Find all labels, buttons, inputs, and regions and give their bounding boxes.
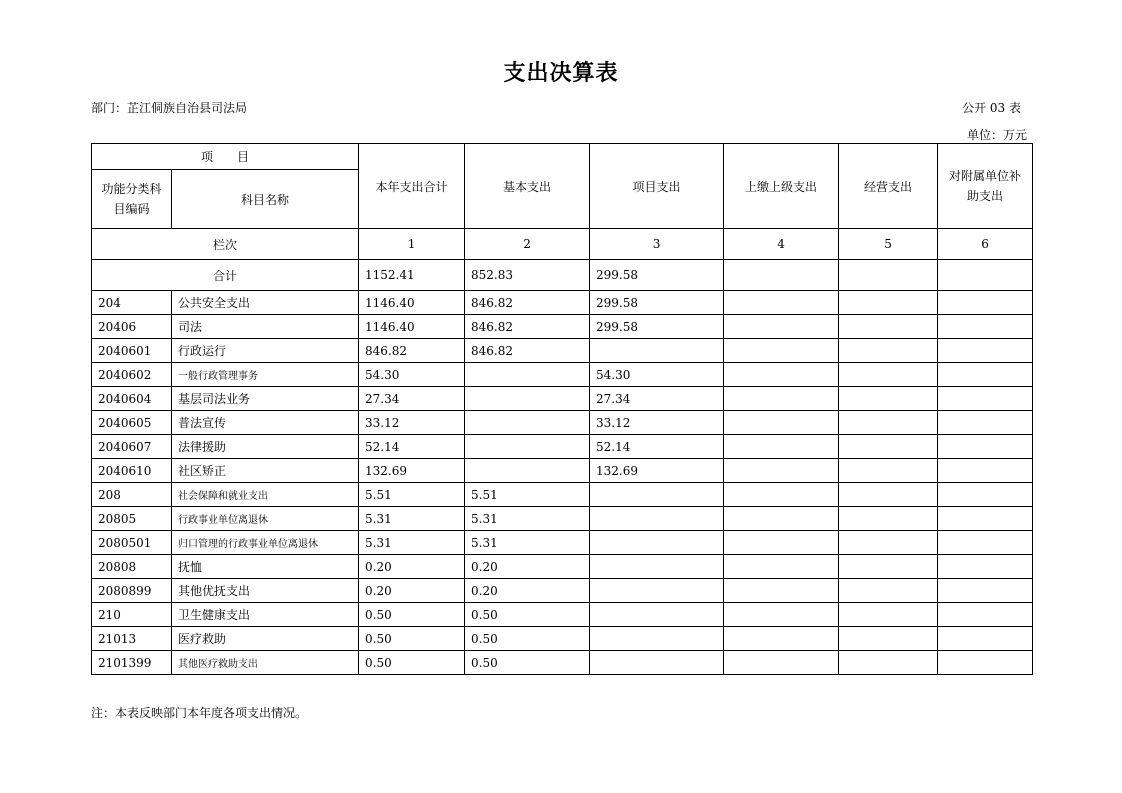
row-code: 2080501 <box>92 531 172 555</box>
row-col6 <box>938 627 1033 651</box>
row-code: 20805 <box>92 507 172 531</box>
row-col6 <box>938 603 1033 627</box>
row-col5 <box>839 459 938 483</box>
total-label: 合计 <box>92 260 359 291</box>
row-col5 <box>839 507 938 531</box>
total-col4 <box>724 260 839 291</box>
expenditure-table <box>91 143 1033 675</box>
row-col1: 0.20 <box>359 555 465 579</box>
header-col2: 基本支出 <box>465 144 590 229</box>
row-subject-name: 行政事业单位离退休 <box>172 507 359 531</box>
table-row <box>92 339 1033 363</box>
row-col1: 54.30 <box>359 363 465 387</box>
row-col1: 33.12 <box>359 411 465 435</box>
row-code: 2040604 <box>92 387 172 411</box>
table-row <box>92 315 1033 339</box>
row-col2: 846.82 <box>465 315 590 339</box>
row-col6 <box>938 579 1033 603</box>
row-col1: 0.50 <box>359 627 465 651</box>
row-col1: 52.14 <box>359 435 465 459</box>
column-index-label: 栏次 <box>92 229 359 260</box>
row-subject-name: 公共安全支出 <box>172 291 359 315</box>
row-col3: 27.34 <box>590 387 724 411</box>
row-subject-name: 医疗救助 <box>172 627 359 651</box>
row-col6 <box>938 315 1033 339</box>
header-col6: 对附属单位补助支出 <box>938 144 1033 229</box>
total-col3: 299.58 <box>590 260 724 291</box>
table-row <box>92 387 1033 411</box>
row-col3 <box>590 483 724 507</box>
table-row <box>92 483 1033 507</box>
total-col6 <box>938 260 1033 291</box>
row-col4 <box>724 459 839 483</box>
row-col5 <box>839 531 938 555</box>
row-col5 <box>839 651 938 675</box>
table-row <box>92 411 1033 435</box>
row-col5 <box>839 387 938 411</box>
row-col5 <box>839 603 938 627</box>
row-col4 <box>724 651 839 675</box>
row-subject-name: 一般行政管理事务 <box>172 363 359 387</box>
row-subject-name: 司法 <box>172 315 359 339</box>
row-code: 20808 <box>92 555 172 579</box>
table-row <box>92 627 1033 651</box>
row-col3: 33.12 <box>590 411 724 435</box>
header-col1: 本年支出合计 <box>359 144 465 229</box>
row-code: 2040602 <box>92 363 172 387</box>
row-col6 <box>938 483 1033 507</box>
row-code: 2040601 <box>92 339 172 363</box>
total-col1: 1152.41 <box>359 260 465 291</box>
row-col4 <box>724 315 839 339</box>
row-code: 2040605 <box>92 411 172 435</box>
row-col4 <box>724 291 839 315</box>
row-subject-name: 卫生健康支出 <box>172 603 359 627</box>
row-col3: 132.69 <box>590 459 724 483</box>
row-subject-name: 普法宣传 <box>172 411 359 435</box>
row-col5 <box>839 315 938 339</box>
table-number: 公开 03 表 <box>962 101 1021 115</box>
row-col6 <box>938 291 1033 315</box>
table-row <box>92 459 1033 483</box>
row-col5 <box>839 339 938 363</box>
row-col1: 5.51 <box>359 483 465 507</box>
row-col4 <box>724 411 839 435</box>
row-col3 <box>590 531 724 555</box>
row-col5 <box>839 483 938 507</box>
row-code: 2040610 <box>92 459 172 483</box>
table-row <box>92 291 1033 315</box>
row-col4 <box>724 483 839 507</box>
table-row <box>92 363 1033 387</box>
row-col2 <box>465 435 590 459</box>
table-row <box>92 531 1033 555</box>
row-col1: 5.31 <box>359 531 465 555</box>
row-col3 <box>590 507 724 531</box>
row-col5 <box>839 555 938 579</box>
header-col4: 上缴上级支出 <box>724 144 839 229</box>
row-col2 <box>465 387 590 411</box>
row-col2: 0.20 <box>465 579 590 603</box>
table-row <box>92 579 1033 603</box>
table-row <box>92 651 1033 675</box>
row-col1: 27.34 <box>359 387 465 411</box>
row-col1: 1146.40 <box>359 315 465 339</box>
row-col5 <box>839 435 938 459</box>
column-index-3: 3 <box>590 229 724 260</box>
row-col6 <box>938 651 1033 675</box>
row-col4 <box>724 627 839 651</box>
row-subject-name: 抚恤 <box>172 555 359 579</box>
row-col2: 5.31 <box>465 507 590 531</box>
row-code: 208 <box>92 483 172 507</box>
column-index-4: 4 <box>724 229 839 260</box>
row-col6 <box>938 555 1033 579</box>
row-col2: 5.31 <box>465 531 590 555</box>
table-row <box>92 555 1033 579</box>
row-col1: 5.31 <box>359 507 465 531</box>
department-label: 部门：芷江侗族自治县司法局 <box>91 101 248 115</box>
column-index-1: 1 <box>359 229 465 260</box>
table-row <box>92 507 1033 531</box>
row-code: 21013 <box>92 627 172 651</box>
row-col1: 0.50 <box>359 651 465 675</box>
row-col2: 0.50 <box>465 651 590 675</box>
unit-label: 单位：万元 <box>966 128 1027 142</box>
row-col4 <box>724 531 839 555</box>
row-col6 <box>938 435 1033 459</box>
header-subject-name: 科目名称 <box>172 170 359 229</box>
row-col2: 846.82 <box>465 291 590 315</box>
row-subject-name: 其他优抚支出 <box>172 579 359 603</box>
row-subject-name: 社会保障和就业支出 <box>172 483 359 507</box>
row-col1: 0.20 <box>359 579 465 603</box>
row-col4 <box>724 363 839 387</box>
row-col6 <box>938 387 1033 411</box>
row-col3: 299.58 <box>590 315 724 339</box>
total-row <box>92 260 1033 291</box>
row-col3: 52.14 <box>590 435 724 459</box>
total-col2: 852.83 <box>465 260 590 291</box>
row-code: 210 <box>92 603 172 627</box>
row-col6 <box>938 339 1033 363</box>
row-col5 <box>839 579 938 603</box>
row-col3 <box>590 339 724 363</box>
row-col4 <box>724 339 839 363</box>
row-code: 2040607 <box>92 435 172 459</box>
row-col6 <box>938 363 1033 387</box>
row-col5 <box>839 627 938 651</box>
row-col1: 846.82 <box>359 339 465 363</box>
row-col4 <box>724 579 839 603</box>
row-col2: 0.20 <box>465 555 590 579</box>
row-col1: 132.69 <box>359 459 465 483</box>
table-row <box>92 603 1033 627</box>
row-col4 <box>724 435 839 459</box>
row-code: 204 <box>92 291 172 315</box>
row-subject-name: 社区矫正 <box>172 459 359 483</box>
row-col2: 5.51 <box>465 483 590 507</box>
row-col2 <box>465 411 590 435</box>
row-col6 <box>938 411 1033 435</box>
table-row <box>92 435 1033 459</box>
row-col3: 299.58 <box>590 291 724 315</box>
row-col5 <box>839 411 938 435</box>
row-col5 <box>839 363 938 387</box>
row-col6 <box>938 507 1033 531</box>
row-col1: 0.50 <box>359 603 465 627</box>
header-col3: 项目支出 <box>590 144 724 229</box>
row-code: 20406 <box>92 315 172 339</box>
column-index-row <box>92 229 1033 260</box>
row-col4 <box>724 507 839 531</box>
row-subject-name: 归口管理的行政事业单位离退休 <box>172 531 359 555</box>
header-row-item <box>92 144 1033 170</box>
row-col2: 0.50 <box>465 603 590 627</box>
row-subject-name: 其他医疗救助支出 <box>172 651 359 675</box>
header-func-code: 功能分类科目编码 <box>92 170 172 229</box>
page-title: 支出决算表 <box>503 61 619 86</box>
row-col6 <box>938 531 1033 555</box>
row-subject-name: 法律援助 <box>172 435 359 459</box>
row-col3 <box>590 603 724 627</box>
row-col5 <box>839 291 938 315</box>
row-col2 <box>465 363 590 387</box>
row-col4 <box>724 387 839 411</box>
row-code: 2080899 <box>92 579 172 603</box>
row-code: 2101399 <box>92 651 172 675</box>
column-index-2: 2 <box>465 229 590 260</box>
table-note: 注：本表反映部门本年度各项支出情况。 <box>91 706 308 720</box>
row-col3 <box>590 627 724 651</box>
column-index-5: 5 <box>839 229 938 260</box>
total-col5 <box>839 260 938 291</box>
header-item: 项 目 <box>92 144 359 170</box>
row-col4 <box>724 555 839 579</box>
row-col2: 846.82 <box>465 339 590 363</box>
row-col6 <box>938 459 1033 483</box>
column-index-6: 6 <box>938 229 1033 260</box>
row-subject-name: 行政运行 <box>172 339 359 363</box>
row-col3 <box>590 651 724 675</box>
row-col1: 1146.40 <box>359 291 465 315</box>
header-col5: 经营支出 <box>839 144 938 229</box>
row-subject-name: 基层司法业务 <box>172 387 359 411</box>
row-col2: 0.50 <box>465 627 590 651</box>
row-col3 <box>590 579 724 603</box>
row-col4 <box>724 603 839 627</box>
row-col3 <box>590 555 724 579</box>
row-col3: 54.30 <box>590 363 724 387</box>
row-col2 <box>465 459 590 483</box>
